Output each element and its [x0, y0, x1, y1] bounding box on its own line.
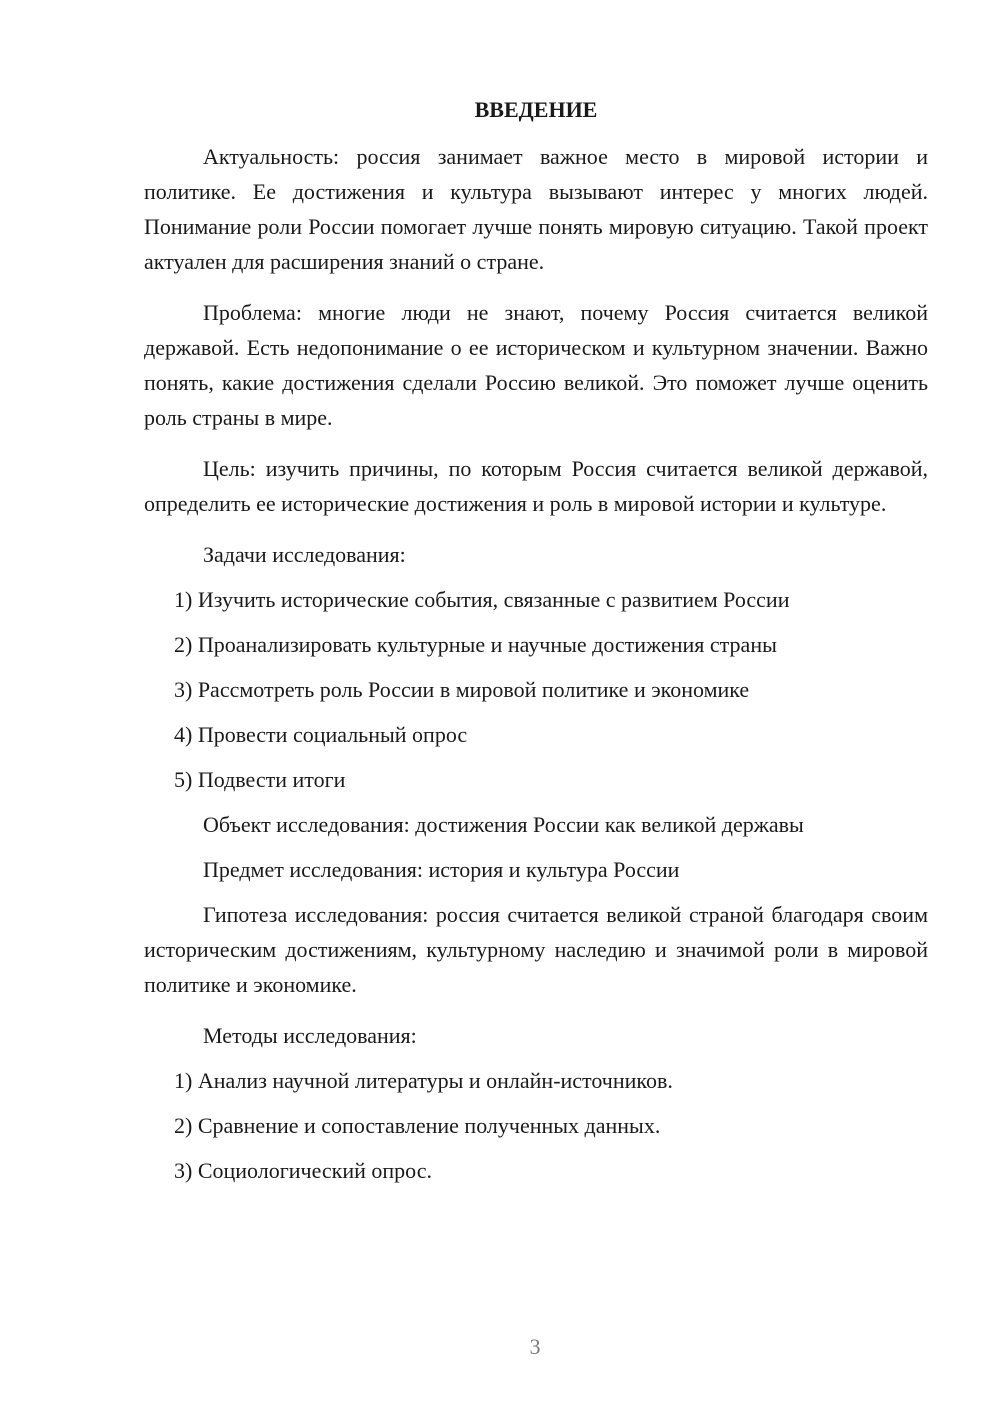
page-number: 3	[529, 1334, 541, 1359]
methods-heading: Методы исследования:	[203, 1023, 417, 1048]
task-item: 5) Подвести итоги	[174, 767, 346, 792]
task-item: 2) Проанализировать культурные и научные достижения страны	[174, 632, 777, 657]
hypothesis-paragraph: Гипотеза исследования: россия считается великой страной благодаря своим историческим достижениям, культурному наследию и значимой роли в мировой политике и экономике.	[144, 902, 928, 997]
task-item: 4) Провести социальный опрос	[174, 722, 468, 747]
document-body	[144, 95, 928, 1198]
tasks-heading: Задачи исследования:	[203, 542, 406, 567]
research-object: Объект исследования: достижения России как великой державы	[203, 812, 804, 837]
page-title: ВВЕДЕНИЕ	[474, 97, 598, 122]
task-item: 1) Изучить исторические события, связанные с развитием России	[174, 587, 790, 612]
task-item: 3) Рассмотреть роль России в мировой политике и экономике	[174, 677, 750, 702]
goal-paragraph: Цель: изучить причины, по которым Россия считается великой державой, определить ее исторические достижения и роль в мировой истории и культуре.	[144, 456, 928, 516]
method-item: 1) Анализ научной литературы и онлайн-источников.	[174, 1068, 673, 1093]
method-item: 2) Сравнение и сопоставление полученных данных.	[174, 1113, 661, 1138]
method-item: 3) Социологический опрос.	[174, 1158, 432, 1183]
problem-paragraph: Проблема: многие люди не знают, почему Россия считается великой державой. Есть недопонимание о ее историческом и культурном значении. Важно понять, какие достижения сделали Россию великой. Это поможет лучше оценить роль страны в мире.	[144, 300, 928, 430]
research-subject: Предмет исследования: история и культура России	[203, 857, 680, 882]
relevance-paragraph: Актуальность: россия занимает важное место в мировой истории и политике. Ее достижения и культура вызывают интерес у многих людей. Понимание роли России помогает лучше понять мировую ситуацию. Такой проект актуален для расширения знаний о стране.	[144, 144, 928, 274]
